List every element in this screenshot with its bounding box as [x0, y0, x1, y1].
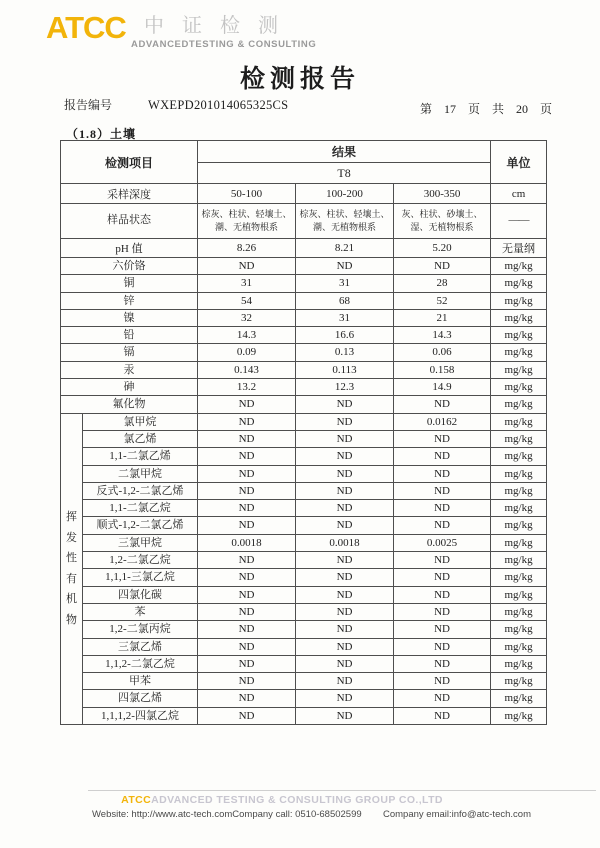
footer-brand	[0, 794, 564, 806]
page-number: 第 17 页 共 20 页	[419, 102, 552, 116]
analyte-label: 1,1,2-二氯乙烷	[83, 655, 198, 672]
unit-value: mg/kg	[491, 258, 547, 275]
result-value: ND	[198, 413, 296, 430]
result-value: ND	[296, 430, 394, 447]
result-value: ND	[198, 690, 296, 707]
result-value: ND	[296, 552, 394, 569]
table-row	[61, 344, 547, 361]
result-value: ND	[296, 448, 394, 465]
table-row	[61, 638, 547, 655]
analyte-label: 采样深度	[61, 184, 198, 204]
result-value: ND	[198, 621, 296, 638]
result-value: ND	[296, 413, 394, 430]
unit-value: ——	[491, 204, 547, 239]
unit-value: mg/kg	[491, 430, 547, 447]
result-value: 14.3	[394, 327, 491, 344]
result-value: ND	[198, 673, 296, 690]
unit-value: mg/kg	[491, 517, 547, 534]
result-value: ND	[296, 603, 394, 620]
analyte-label: 六价铬	[61, 258, 198, 275]
analyte-label: 1,1-二氯乙烯	[83, 448, 198, 465]
table-row	[61, 258, 547, 275]
result-value: 14.3	[198, 327, 296, 344]
table-row	[61, 552, 547, 569]
result-value: ND	[198, 396, 296, 413]
analyte-label: 反式-1,2-二氯乙烯	[83, 482, 198, 499]
table-row	[61, 707, 547, 724]
unit-value: mg/kg	[491, 309, 547, 326]
analyte-label: 1,1,1-三氯乙烷	[83, 569, 198, 586]
result-value: ND	[394, 430, 491, 447]
unit-value: mg/kg	[491, 500, 547, 517]
table-header-row	[61, 141, 547, 163]
result-value: 54	[198, 292, 296, 309]
header-result-cell: 结果	[198, 141, 491, 163]
result-value: ND	[198, 569, 296, 586]
footer-contacts	[0, 809, 600, 823]
result-value: 68	[296, 292, 394, 309]
unit-value: mg/kg	[491, 396, 547, 413]
result-value: ND	[198, 258, 296, 275]
result-value: ND	[296, 500, 394, 517]
unit-value: mg/kg	[491, 621, 547, 638]
footer-website-phone	[92, 809, 362, 820]
unit-value: mg/kg	[491, 344, 547, 361]
result-value: 14.9	[394, 379, 491, 396]
result-value: 0.143	[198, 361, 296, 378]
analyte-label: 三氯乙烯	[83, 638, 198, 655]
table-row	[61, 292, 547, 309]
result-value: 31	[198, 275, 296, 292]
result-value: ND	[198, 465, 296, 482]
table-row	[61, 309, 547, 326]
table-row	[61, 500, 547, 517]
result-value: ND	[394, 586, 491, 603]
result-value: ND	[394, 517, 491, 534]
unit-value: mg/kg	[491, 327, 547, 344]
result-value: ND	[296, 621, 394, 638]
result-value: 21	[394, 309, 491, 326]
result-value: 28	[394, 275, 491, 292]
voc-group-char: 挥	[66, 511, 77, 524]
results-table	[60, 140, 547, 725]
logo-chinese-text: 中证检测	[144, 15, 296, 37]
table-row	[61, 361, 547, 378]
result-value: ND	[198, 586, 296, 603]
result-value: ND	[296, 482, 394, 499]
result-value: 棕灰、柱状、轻壤土、潮、无植物根系	[198, 204, 296, 239]
voc-group-char: 机	[66, 593, 77, 606]
unit-value: mg/kg	[491, 655, 547, 672]
table-row	[61, 379, 547, 396]
result-value: ND	[198, 448, 296, 465]
section-title: （1.8）土壤	[66, 127, 137, 141]
result-value: ND	[296, 673, 394, 690]
result-value: ND	[296, 707, 394, 724]
analyte-label: 二氯甲烷	[83, 465, 198, 482]
voc-group-char: 物	[66, 613, 77, 626]
result-value: 0.0162	[394, 413, 491, 430]
analyte-label: 镍	[61, 309, 198, 326]
result-value: ND	[198, 603, 296, 620]
results-table-body	[61, 141, 547, 725]
footer-email: Company email:info@atc-tech.com	[383, 809, 531, 820]
table-row	[61, 586, 547, 603]
analyte-label: 苯	[83, 603, 198, 620]
result-value: 300-350	[394, 184, 491, 204]
result-value: 8.21	[296, 239, 394, 258]
analyte-label: 锌	[61, 292, 198, 309]
voc-group-char: 性	[66, 552, 77, 565]
result-value: ND	[296, 569, 394, 586]
analyte-label: 铅	[61, 327, 198, 344]
table-row	[61, 482, 547, 499]
table-row	[61, 534, 547, 551]
unit-value: mg/kg	[491, 690, 547, 707]
result-value: 0.0025	[394, 534, 491, 551]
result-value: ND	[296, 517, 394, 534]
analyte-label: 镉	[61, 344, 198, 361]
table-row	[61, 430, 547, 447]
analyte-label: 三氯甲烷	[83, 534, 198, 551]
voc-group-label	[61, 413, 83, 724]
analyte-label: 甲苯	[83, 673, 198, 690]
unit-value: mg/kg	[491, 673, 547, 690]
table-row	[61, 275, 547, 292]
footer-brand-atcc: ATCC	[121, 794, 152, 806]
unit-value: mg/kg	[491, 413, 547, 430]
result-value: ND	[394, 603, 491, 620]
result-value: ND	[198, 430, 296, 447]
table-row	[61, 204, 547, 239]
unit-value: cm	[491, 184, 547, 204]
result-value: ND	[394, 482, 491, 499]
unit-value: mg/kg	[491, 275, 547, 292]
result-value: ND	[198, 482, 296, 499]
result-value: 32	[198, 309, 296, 326]
voc-group-char: 有	[66, 572, 77, 585]
table-row	[61, 184, 547, 204]
result-value: ND	[394, 655, 491, 672]
table-row	[61, 517, 547, 534]
result-value: 灰、柱状、砂壤土、湿、无植物根系	[394, 204, 491, 239]
result-value: ND	[394, 258, 491, 275]
unit-value: mg/kg	[491, 586, 547, 603]
result-value: ND	[198, 707, 296, 724]
result-value: ND	[394, 638, 491, 655]
unit-value: mg/kg	[491, 534, 547, 551]
result-value: ND	[394, 690, 491, 707]
logo-tagline: ADVANCEDTESTING & CONSULTING	[131, 39, 317, 50]
footer-divider	[88, 790, 596, 791]
unit-value: mg/kg	[491, 569, 547, 586]
table-row	[61, 603, 547, 620]
unit-value: mg/kg	[491, 603, 547, 620]
analyte-label: 1,2-二氯乙烷	[83, 552, 198, 569]
analyte-label: 1,1,1,2-四氯乙烷	[83, 707, 198, 724]
analyte-label: 汞	[61, 361, 198, 378]
analyte-label: 1,2-二氯丙烷	[83, 621, 198, 638]
analyte-label: 1,1-二氯乙烷	[83, 500, 198, 517]
result-value: ND	[394, 500, 491, 517]
result-value: ND	[296, 690, 394, 707]
analyte-label: pH 值	[61, 239, 198, 258]
result-value: ND	[296, 586, 394, 603]
result-value: 0.06	[394, 344, 491, 361]
header-item-cell: 检测项目	[61, 141, 198, 184]
result-value: ND	[394, 621, 491, 638]
analyte-label: 四氯化碳	[83, 586, 198, 603]
result-value: 棕灰、柱状、轻壤土、潮、无植物根系	[296, 204, 394, 239]
table-row	[61, 465, 547, 482]
result-value: 100-200	[296, 184, 394, 204]
result-value: ND	[296, 465, 394, 482]
unit-value: mg/kg	[491, 292, 547, 309]
result-value: ND	[198, 500, 296, 517]
result-value: 50-100	[198, 184, 296, 204]
result-value: 31	[296, 309, 394, 326]
table-row	[61, 448, 547, 465]
table-row	[61, 673, 547, 690]
footer-phone: Company call: 0510-68502599	[232, 809, 362, 820]
unit-value: mg/kg	[491, 638, 547, 655]
analyte-label: 氟化物	[61, 396, 198, 413]
table-row	[61, 413, 547, 430]
table-row	[61, 621, 547, 638]
table-row	[61, 327, 547, 344]
result-value: ND	[394, 707, 491, 724]
analyte-label: 氯甲烷	[83, 413, 198, 430]
table-row	[61, 239, 547, 258]
result-value: 0.0018	[198, 534, 296, 551]
analyte-label: 四氯乙烯	[83, 690, 198, 707]
result-value: ND	[394, 552, 491, 569]
unit-value: mg/kg	[491, 482, 547, 499]
page-title: 检测报告	[239, 66, 360, 93]
analyte-label: 顺式-1,2-二氯乙烯	[83, 517, 198, 534]
analyte-label: 砷	[61, 379, 198, 396]
sample-group-cell: T8	[198, 163, 491, 184]
result-value: ND	[296, 258, 394, 275]
result-value: 13.2	[198, 379, 296, 396]
result-value: ND	[394, 448, 491, 465]
result-value: ND	[198, 517, 296, 534]
analyte-label: 铜	[61, 275, 198, 292]
result-value: 0.113	[296, 361, 394, 378]
unit-value: mg/kg	[491, 465, 547, 482]
result-value: ND	[198, 655, 296, 672]
result-value: ND	[394, 396, 491, 413]
result-value: 0.09	[198, 344, 296, 361]
unit-value: mg/kg	[491, 707, 547, 724]
result-value: ND	[296, 655, 394, 672]
result-value: ND	[394, 673, 491, 690]
report-no-value: WXEPD201014065325CS	[148, 98, 289, 112]
result-value: ND	[198, 638, 296, 655]
result-value: 31	[296, 275, 394, 292]
result-value: 52	[394, 292, 491, 309]
result-value: 8.26	[198, 239, 296, 258]
footer-website: Website: http://www.atc-tech.com	[92, 809, 233, 820]
result-value: ND	[394, 465, 491, 482]
table-row	[61, 690, 547, 707]
result-value: 0.0018	[296, 534, 394, 551]
result-value: ND	[296, 396, 394, 413]
result-value: 0.13	[296, 344, 394, 361]
result-value: 5.20	[394, 239, 491, 258]
report-no-label: 报告编号	[64, 98, 113, 112]
atcc-logo: ATCC	[46, 10, 126, 45]
result-value: 16.6	[296, 327, 394, 344]
table-row	[61, 655, 547, 672]
result-value: 0.158	[394, 361, 491, 378]
footer-brand-rest: ADVANCED TESTING & CONSULTING GROUP CO.,LTD	[151, 794, 443, 806]
result-value: ND	[198, 552, 296, 569]
result-value: ND	[296, 638, 394, 655]
header-unit-cell: 单位	[491, 141, 547, 184]
table-row	[61, 569, 547, 586]
analyte-label: 氯乙烯	[83, 430, 198, 447]
result-value: ND	[394, 569, 491, 586]
table-row	[61, 396, 547, 413]
unit-value: mg/kg	[491, 361, 547, 378]
result-value: 12.3	[296, 379, 394, 396]
unit-value: mg/kg	[491, 379, 547, 396]
unit-value: mg/kg	[491, 552, 547, 569]
unit-value: mg/kg	[491, 448, 547, 465]
analyte-label: 样品状态	[61, 204, 198, 239]
unit-value: 无量纲	[491, 239, 547, 258]
voc-group-char: 发	[66, 531, 77, 544]
